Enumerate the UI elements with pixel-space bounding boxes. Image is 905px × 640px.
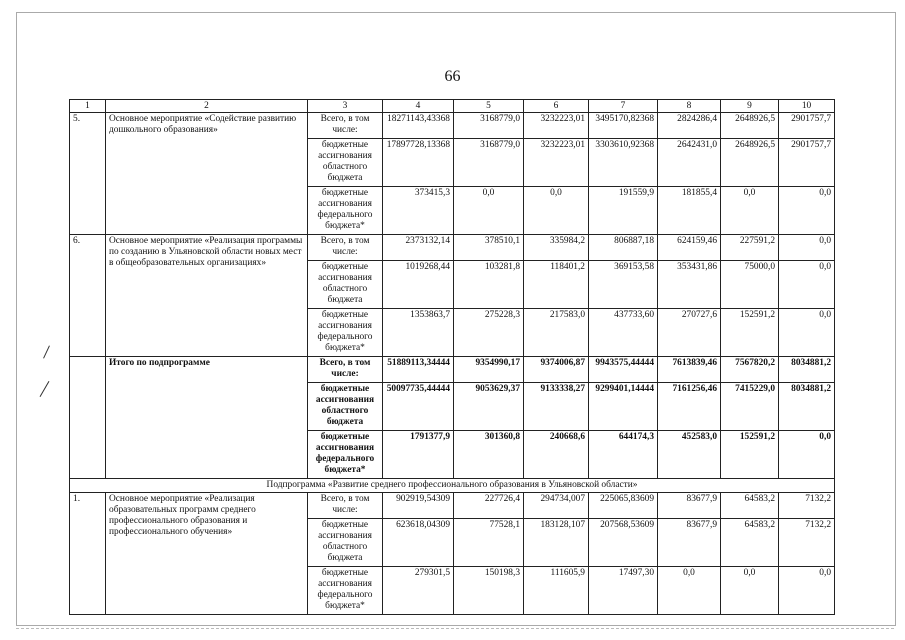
value-cell: 2901757,7 bbox=[779, 113, 835, 139]
value-cell: 902919,54309 bbox=[383, 493, 454, 519]
row-number-empty bbox=[70, 357, 106, 479]
value-cell: 1353863,7 bbox=[383, 309, 454, 357]
value-cell: 0,0 bbox=[779, 431, 835, 479]
value-cell: 3495170,82368 bbox=[589, 113, 658, 139]
value-cell: 2642431,0 bbox=[658, 139, 721, 187]
value-cell: 644174,3 bbox=[589, 431, 658, 479]
value-cell: 111605,9 bbox=[524, 567, 589, 615]
value-cell: 181855,4 bbox=[658, 187, 721, 235]
header-cell: 2 bbox=[106, 100, 308, 113]
value-cell: 806887,18 bbox=[589, 235, 658, 261]
value-cell: 9133338,27 bbox=[524, 383, 589, 431]
value-cell: 9374006,87 bbox=[524, 357, 589, 383]
subprogram-title: Подпрограмма «Развитие среднего профессионального образования в Ульяновской области» bbox=[70, 479, 835, 493]
value-cell: 0,0 bbox=[524, 187, 589, 235]
value-cell: 2824286,4 bbox=[658, 113, 721, 139]
value-cell: 2648926,5 bbox=[721, 113, 779, 139]
value-cell: 0,0 bbox=[779, 567, 835, 615]
value-cell: 225065,83609 bbox=[589, 493, 658, 519]
value-cell: 17897728,13368 bbox=[383, 139, 454, 187]
source-label: бюджетные ассигнования федерального бюджета* bbox=[308, 309, 383, 357]
value-cell: 0,0 bbox=[721, 567, 779, 615]
value-cell: 373415,3 bbox=[383, 187, 454, 235]
scan-edge-line bbox=[16, 628, 894, 629]
value-cell: 2901757,7 bbox=[779, 139, 835, 187]
value-cell: 3168779,0 bbox=[454, 113, 524, 139]
value-cell: 83677,9 bbox=[658, 519, 721, 567]
value-cell: 279301,5 bbox=[383, 567, 454, 615]
value-cell: 8034881,2 bbox=[779, 383, 835, 431]
value-cell: 270727,6 bbox=[658, 309, 721, 357]
value-cell: 217583,0 bbox=[524, 309, 589, 357]
value-cell: 301360,8 bbox=[454, 431, 524, 479]
value-cell: 150198,3 bbox=[454, 567, 524, 615]
source-label: бюджетные ассигнования областного бюджета bbox=[308, 519, 383, 567]
table-row bbox=[70, 113, 835, 139]
header-cell: 7 bbox=[589, 100, 658, 113]
source-label: бюджетные ассигнования областного бюджета bbox=[308, 139, 383, 187]
value-cell: 294734,007 bbox=[524, 493, 589, 519]
source-label: Всего, в том числе: bbox=[308, 357, 383, 383]
table-row bbox=[70, 235, 835, 261]
value-cell: 83677,9 bbox=[658, 493, 721, 519]
value-cell: 3303610,92368 bbox=[589, 139, 658, 187]
row-number: 1. bbox=[70, 493, 106, 615]
measure-description: Основное мероприятие «Содействие развитию дошкольного образования» bbox=[106, 113, 308, 235]
value-cell: 1791377,9 bbox=[383, 431, 454, 479]
header-cell: 3 bbox=[308, 100, 383, 113]
budget-table bbox=[69, 99, 835, 615]
source-label: бюджетные ассигнования федерального бюджета* bbox=[308, 431, 383, 479]
page-number: 66 bbox=[444, 68, 461, 85]
source-label: Всего, в том числе: bbox=[308, 113, 383, 139]
row-number: 5. bbox=[70, 113, 106, 235]
value-cell: 437733,60 bbox=[589, 309, 658, 357]
value-cell: 103281,8 bbox=[454, 261, 524, 309]
value-cell: 0,0 bbox=[779, 187, 835, 235]
header-cell: 9 bbox=[721, 100, 779, 113]
value-cell: 7132,2 bbox=[779, 493, 835, 519]
source-label: бюджетные ассигнования федерального бюджета* bbox=[308, 567, 383, 615]
value-cell: 183128,107 bbox=[524, 519, 589, 567]
source-label: Всего, в том числе: bbox=[308, 493, 383, 519]
source-label: Всего, в том числе: bbox=[308, 235, 383, 261]
value-cell: 9053629,37 bbox=[454, 383, 524, 431]
value-cell: 452583,0 bbox=[658, 431, 721, 479]
total-description: Итого по подпрограмме bbox=[106, 357, 308, 479]
value-cell: 7567820,2 bbox=[721, 357, 779, 383]
header-cell: 1 bbox=[70, 100, 106, 113]
measure-description: Основное мероприятие «Реализация программы по созданию в Ульяновской области новых мест в общеобразовательных организациях» bbox=[106, 235, 308, 357]
value-cell: 0,0 bbox=[779, 235, 835, 261]
value-cell: 0,0 bbox=[721, 187, 779, 235]
value-cell: 0,0 bbox=[779, 309, 835, 357]
value-cell: 240668,6 bbox=[524, 431, 589, 479]
value-cell: 118401,2 bbox=[524, 261, 589, 309]
value-cell: 207568,53609 bbox=[589, 519, 658, 567]
value-cell: 369153,58 bbox=[589, 261, 658, 309]
value-cell: 335984,2 bbox=[524, 235, 589, 261]
value-cell: 9299401,14444 bbox=[589, 383, 658, 431]
value-cell: 623618,04309 bbox=[383, 519, 454, 567]
value-cell: 3232223,01 bbox=[524, 139, 589, 187]
value-cell: 3232223,01 bbox=[524, 113, 589, 139]
value-cell: 2373132,14 bbox=[383, 235, 454, 261]
value-cell: 9354990,17 bbox=[454, 357, 524, 383]
value-cell: 64583,2 bbox=[721, 519, 779, 567]
header-cell: 6 bbox=[524, 100, 589, 113]
value-cell: 7132,2 bbox=[779, 519, 835, 567]
value-cell: 353431,86 bbox=[658, 261, 721, 309]
value-cell: 152591,2 bbox=[721, 309, 779, 357]
value-cell: 191559,9 bbox=[589, 187, 658, 235]
value-cell: 50097735,44444 bbox=[383, 383, 454, 431]
value-cell: 0,0 bbox=[658, 567, 721, 615]
value-cell: 378510,1 bbox=[454, 235, 524, 261]
value-cell: 227591,2 bbox=[721, 235, 779, 261]
value-cell: 51889113,34444 bbox=[383, 357, 454, 383]
value-cell: 275228,3 bbox=[454, 309, 524, 357]
header-cell: 4 bbox=[383, 100, 454, 113]
value-cell: 9943575,44444 bbox=[589, 357, 658, 383]
value-cell: 0,0 bbox=[779, 261, 835, 309]
value-cell: 7161256,46 bbox=[658, 383, 721, 431]
source-label: бюджетные ассигнования федерального бюджета* bbox=[308, 187, 383, 235]
table-row bbox=[70, 493, 835, 519]
value-cell: 64583,2 bbox=[721, 493, 779, 519]
subprogram-row bbox=[70, 479, 835, 493]
value-cell: 2648926,5 bbox=[721, 139, 779, 187]
value-cell: 7415229,0 bbox=[721, 383, 779, 431]
value-cell: 17497,30 bbox=[589, 567, 658, 615]
value-cell: 8034881,2 bbox=[779, 357, 835, 383]
row-number: 6. bbox=[70, 235, 106, 357]
value-cell: 75000,0 bbox=[721, 261, 779, 309]
total-row bbox=[70, 357, 835, 383]
value-cell: 624159,46 bbox=[658, 235, 721, 261]
value-cell: 227726,4 bbox=[454, 493, 524, 519]
measure-description: Основное мероприятие «Реализация образовательных программ среднего профессионального образования и профессионального обучения» bbox=[106, 493, 308, 615]
header-cell: 10 bbox=[779, 100, 835, 113]
header-cell: 8 bbox=[658, 100, 721, 113]
value-cell: 18271143,43368 bbox=[383, 113, 454, 139]
header-row bbox=[70, 100, 835, 113]
value-cell: 77528,1 bbox=[454, 519, 524, 567]
value-cell: 152591,2 bbox=[721, 431, 779, 479]
value-cell: 1019268,44 bbox=[383, 261, 454, 309]
value-cell: 3168779,0 bbox=[454, 139, 524, 187]
source-label: бюджетные ассигнования областного бюджета bbox=[308, 261, 383, 309]
source-label: бюджетные ассигнования областного бюджета bbox=[308, 383, 383, 431]
header-cell: 5 bbox=[454, 100, 524, 113]
value-cell: 0,0 bbox=[454, 187, 524, 235]
value-cell: 7613839,46 bbox=[658, 357, 721, 383]
